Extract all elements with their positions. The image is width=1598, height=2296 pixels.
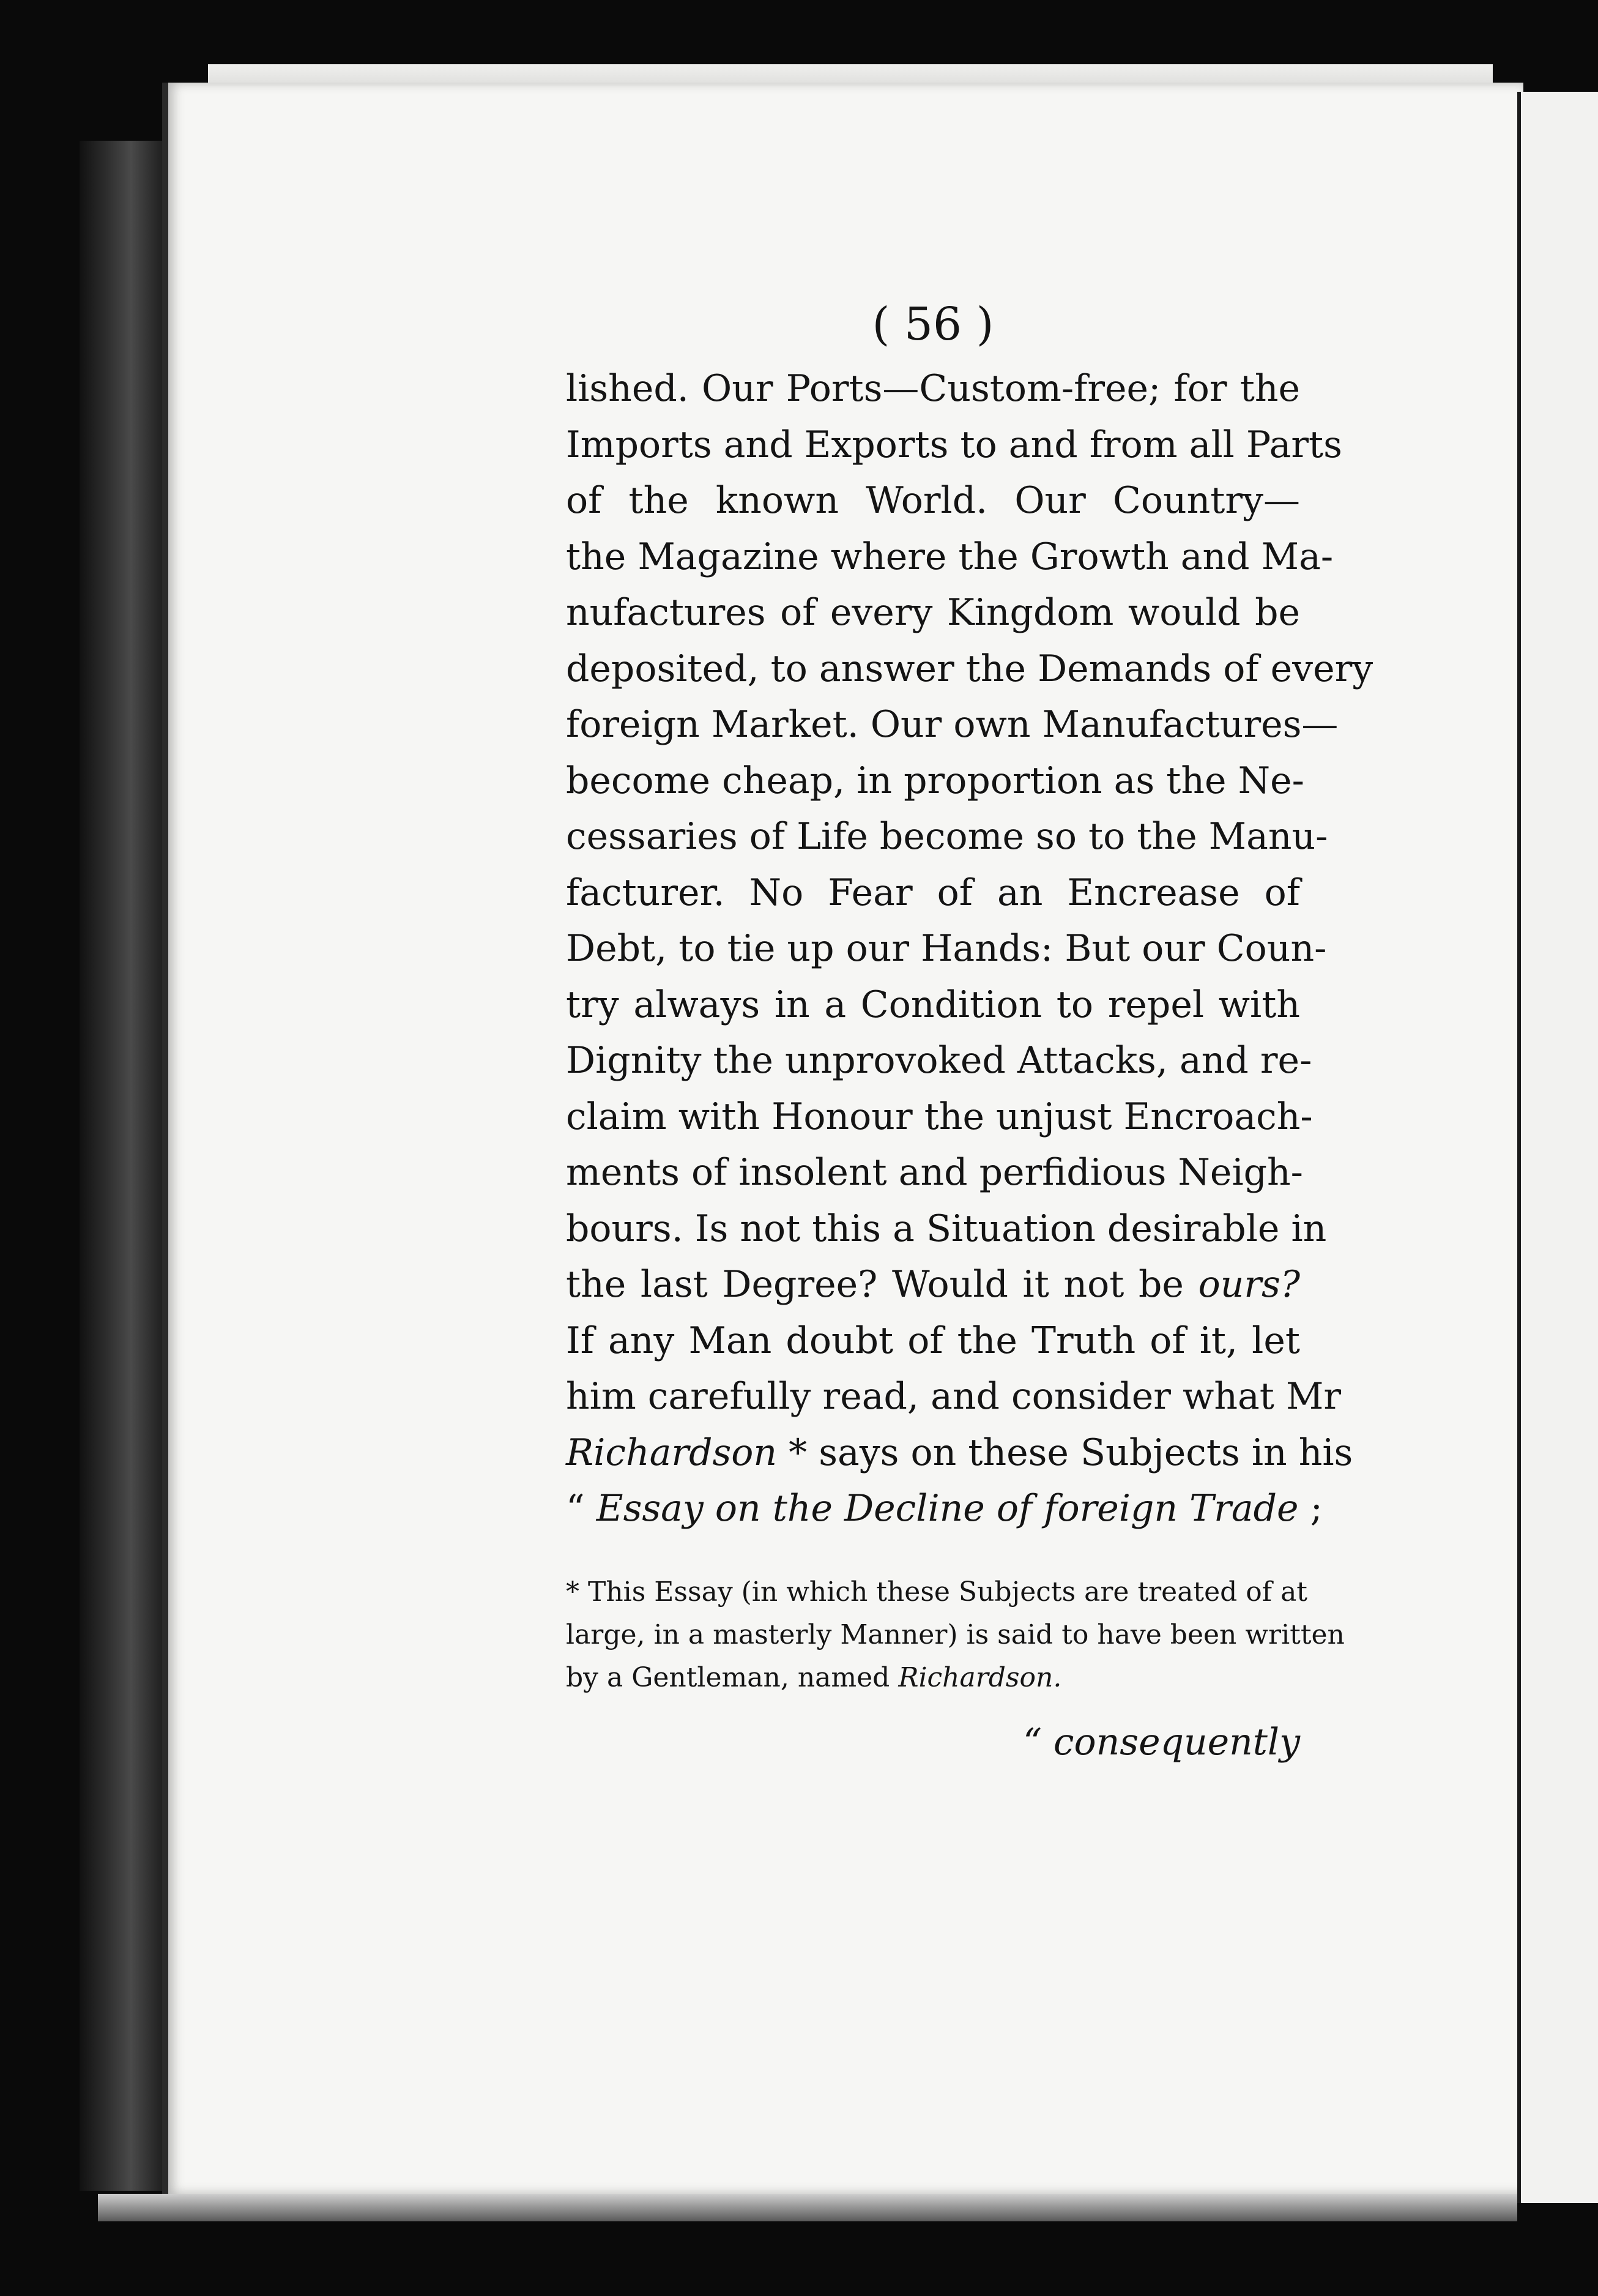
body-line-21 — [566, 1481, 1323, 1537]
footnote-line-3 — [566, 1657, 1300, 1699]
body-line-6: deposited, to answer the Demands of every — [566, 647, 1373, 690]
body-line-12: try always in a Condition to repel with — [566, 983, 1300, 1026]
body-line-8: become cheap, in proportion as the Ne- — [566, 759, 1304, 802]
catchword: “ consequently — [1023, 1720, 1300, 1764]
body-line-1: lished. Our Ports—Custom-free; for the — [566, 367, 1300, 410]
footnote-name: Richardson. — [898, 1661, 1062, 1693]
emphasis-ours: ours? — [1198, 1263, 1301, 1306]
book-spine-shadow — [80, 141, 165, 2191]
body-line-17-text: the last Degree? Would it not be — [566, 1263, 1184, 1306]
body-line-5: nufactures of every Kingdom would be — [566, 591, 1300, 634]
body-line-11: Debt, to tie up our Hands: But our Coun- — [566, 927, 1327, 970]
body-line-16: bours. Is not this a Situation desirable in — [566, 1207, 1327, 1250]
body-text — [566, 361, 1373, 1537]
body-line-20 — [566, 1425, 1353, 1482]
page-number: ( 56 ) — [872, 298, 994, 351]
body-line-20-text: says on these Subjects in his — [819, 1431, 1353, 1474]
body-line-9: cessaries of Life become so to the Manu- — [566, 815, 1328, 858]
body-line-3: of the known World. Our Country— — [566, 479, 1300, 522]
footnote — [566, 1571, 1345, 1699]
footnote-line-1: * This Essay (in which these Subjects are treated of at — [566, 1576, 1307, 1608]
body-line-10: facturer. No Fear of an Encrease of — [566, 871, 1300, 914]
open-quote: “ — [566, 1487, 585, 1530]
body-line-17 — [566, 1257, 1300, 1313]
essay-title: Essay on the Decline of foreign Trade — [596, 1487, 1299, 1530]
body-line-13: Dignity the unprovoked Attacks, and re- — [566, 1039, 1312, 1082]
body-line-18: If any Man doubt of the Truth of it, let — [566, 1319, 1300, 1362]
body-line-14: claim with Honour the unjust Encroach- — [566, 1095, 1313, 1138]
footnote-line-2: large, in a masterly Manner) is said to have been written — [566, 1619, 1345, 1650]
facing-page-edge — [1517, 92, 1598, 2203]
body-line-4: the Magazine where the Growth and Ma- — [566, 535, 1334, 578]
body-line-7: foreign Market. Our own Manufactures— — [566, 703, 1339, 746]
page-text-block — [566, 288, 1373, 1773]
body-line-19: him carefully read, and consider what Mr — [566, 1375, 1342, 1418]
emphasis-richardson: Richardson — [566, 1431, 778, 1474]
body-line-15: ments of insolent and perfidious Neigh- — [566, 1151, 1303, 1194]
footnote-ref-asterisk: * — [789, 1431, 808, 1474]
page-bottom-edge — [98, 2194, 1517, 2221]
body-line-2: Imports and Exports to and from all Parts — [566, 423, 1342, 466]
footnote-line-3-text: by a Gentleman, named — [566, 1661, 890, 1693]
semicolon: ; — [1310, 1487, 1323, 1530]
